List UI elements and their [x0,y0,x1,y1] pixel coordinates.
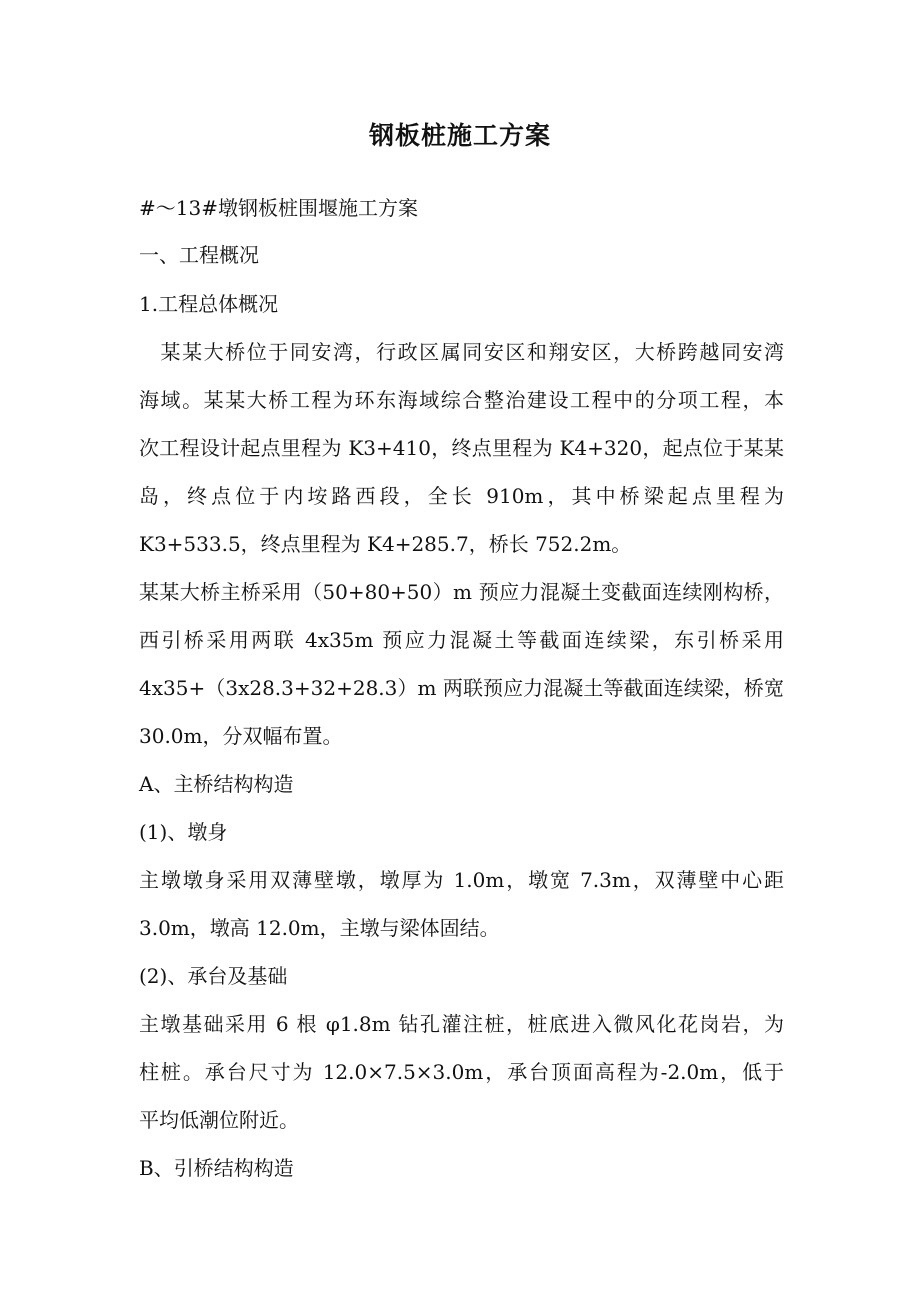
paragraph-line: 西引桥采用两联 4x35m 预应力混凝土等截面连续梁，东引桥采用 [139,628,784,652]
paragraph-line: 30.0m，分双幅布置。 [139,724,343,748]
paragraph-line: 平均低潮位附近。 [139,1108,299,1132]
paragraph-line: 海域。某某大桥工程为环东海域综合整治建设工程中的分项工程，本 [139,388,784,412]
paragraph-line: 4x35+（3x28.3+32+28.3）m 两联预应力混凝土等截面连续梁，桥宽 [139,676,784,700]
document-title: 钢板桩施工方案 [368,121,551,150]
paragraph-line: 主墩基础采用 6 根 φ1.8m 钻孔灌注桩，桩底进入微风化花岗岩，为 [139,1012,784,1036]
section-heading: B、引桥结构构造 [139,1156,294,1180]
paragraph-line: 主墩墩身采用双薄壁墩，墩厚为 1.0m，墩宽 7.3m，双薄壁中心距 [139,868,784,892]
subtitle-line: #～13#墩钢板桩围堰施工方案 [139,196,418,220]
paragraph-line: K3+533.5，终点里程为 K4+285.7，桥长 752.2m。 [139,532,632,556]
paragraph-line: 次工程设计起点里程为 K3+410，终点里程为 K4+320，起点位于某某 [139,436,784,460]
section-heading: 一、工程概况 [139,243,259,267]
paragraph-line: 3.0m，墩高 12.0m，主墩与梁体固结。 [139,916,500,940]
subsection-heading: (1)、墩身 [139,820,228,844]
subsection-heading: 1.工程总体概况 [139,292,279,316]
subsection-heading: (2)、承台及基础 [139,964,288,988]
paragraph-line: 某某大桥主桥采用（50+80+50）m 预应力混凝土变截面连续刚构桥， [139,580,784,604]
paragraph-line: 某某大桥位于同安湾，行政区属同安区和翔安区，大桥跨越同安湾 [139,340,784,364]
paragraph-line: 岛，终点位于内垵路西段，全长 910m，其中桥梁起点里程为 [139,484,784,508]
paragraph-line: 柱桩。承台尺寸为 12.0×7.5×3.0m，承台顶面高程为-2.0m，低于 [139,1060,784,1084]
section-heading: A、主桥结构构造 [139,772,294,796]
